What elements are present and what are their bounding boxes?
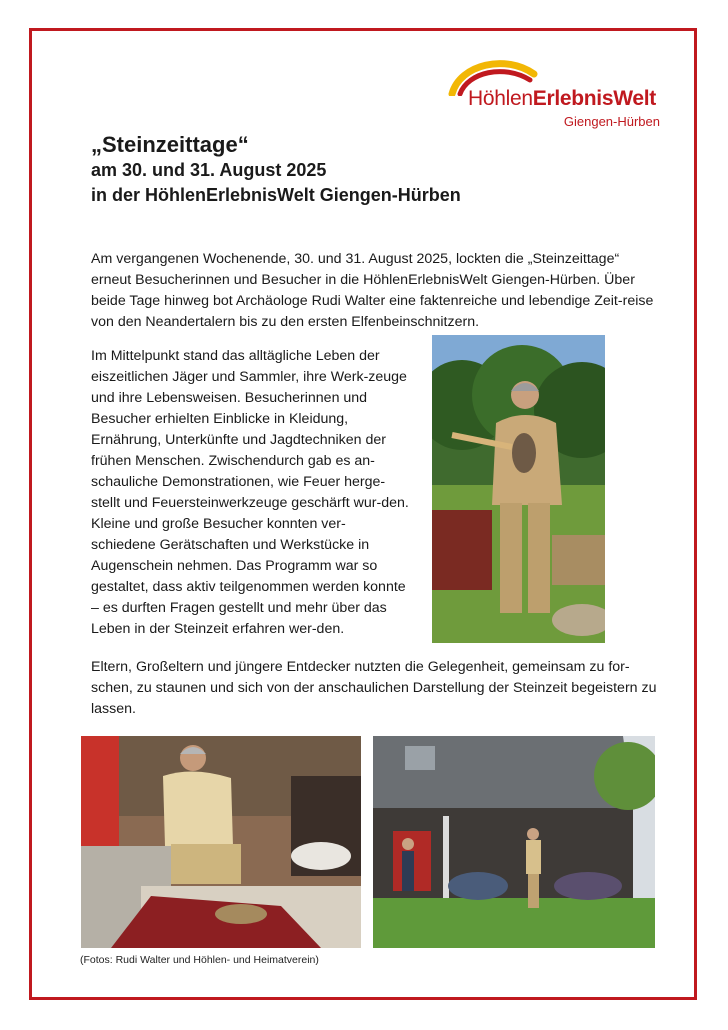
photo-caption: (Fotos: Rudi Walter und Höhlen- und Heimatverein) xyxy=(80,954,319,966)
date-line: am 30. und 31. August 2025 xyxy=(91,160,327,180)
photo-presenter-outdoors xyxy=(432,335,605,643)
title-block xyxy=(91,132,461,208)
intro-paragraph: Am vergangenen Wochenende, 30. und 31. August 2025, lockten die „Steinzeittage“ erneut Besucherinnen und Besucher in die HöhlenErlebnisWelt Giengen-Hürben. Über beide Tage hinweg bot Archäologe Rudi Walter eine faktenreiche und lebendige Zeit-reise von den Neandertalern bis zu den ersten Elfenbeinschnitzern. xyxy=(91,251,654,330)
page-title: „Steinzeittage“ xyxy=(91,132,249,157)
main-paragraph: Im Mittelpunkt stand das alltägliche Leben der eiszeitlichen Jäger und Sammler, ihre Werk-zeuge und ihre Lebensweisen. Besucherinnen und Besucher erhielten Einblicke in Kleidung, Ernährung, Unterkünfte und Jagdtechniken der frühen Menschen. Zwischendurch gab es an-schauliche Demonstrationen, wie Feuer herge-stellt und Feuersteinwerkzeuge geschärft wur-den. Kleine und große Besucher konnten ver-schiedene Gerätschaften und Werkstücke in Augenschein nehmen. Das Programm war so gestaltet, dass aktiv teilgenommen werden konnte – es durften Fragen gestellt und mehr über das Leben in der Steinzeit erfahren wer-den. xyxy=(91,348,409,637)
logo-name-part2: ErlebnisWelt xyxy=(532,87,656,110)
logo-wordmark xyxy=(468,87,656,111)
photo-visitors-outside xyxy=(373,736,655,948)
photo-presenter-workshop xyxy=(81,736,361,948)
logo-name-part1: Höhlen xyxy=(468,87,533,110)
hoehlenerlebniswelt-logo xyxy=(446,56,666,132)
location-line: in der HöhlenErlebnisWelt Giengen-Hürben xyxy=(91,185,461,205)
logo-subtitle: Giengen-Hürben xyxy=(563,114,660,129)
closing-paragraph: Eltern, Großeltern und jüngere Entdecker nutzten die Gelegenheit, gemeinsam zu for-schen, zu staunen und sich von der anschaulichen Darstellung der Steinzeit begeistern zu lassen. xyxy=(91,659,657,717)
